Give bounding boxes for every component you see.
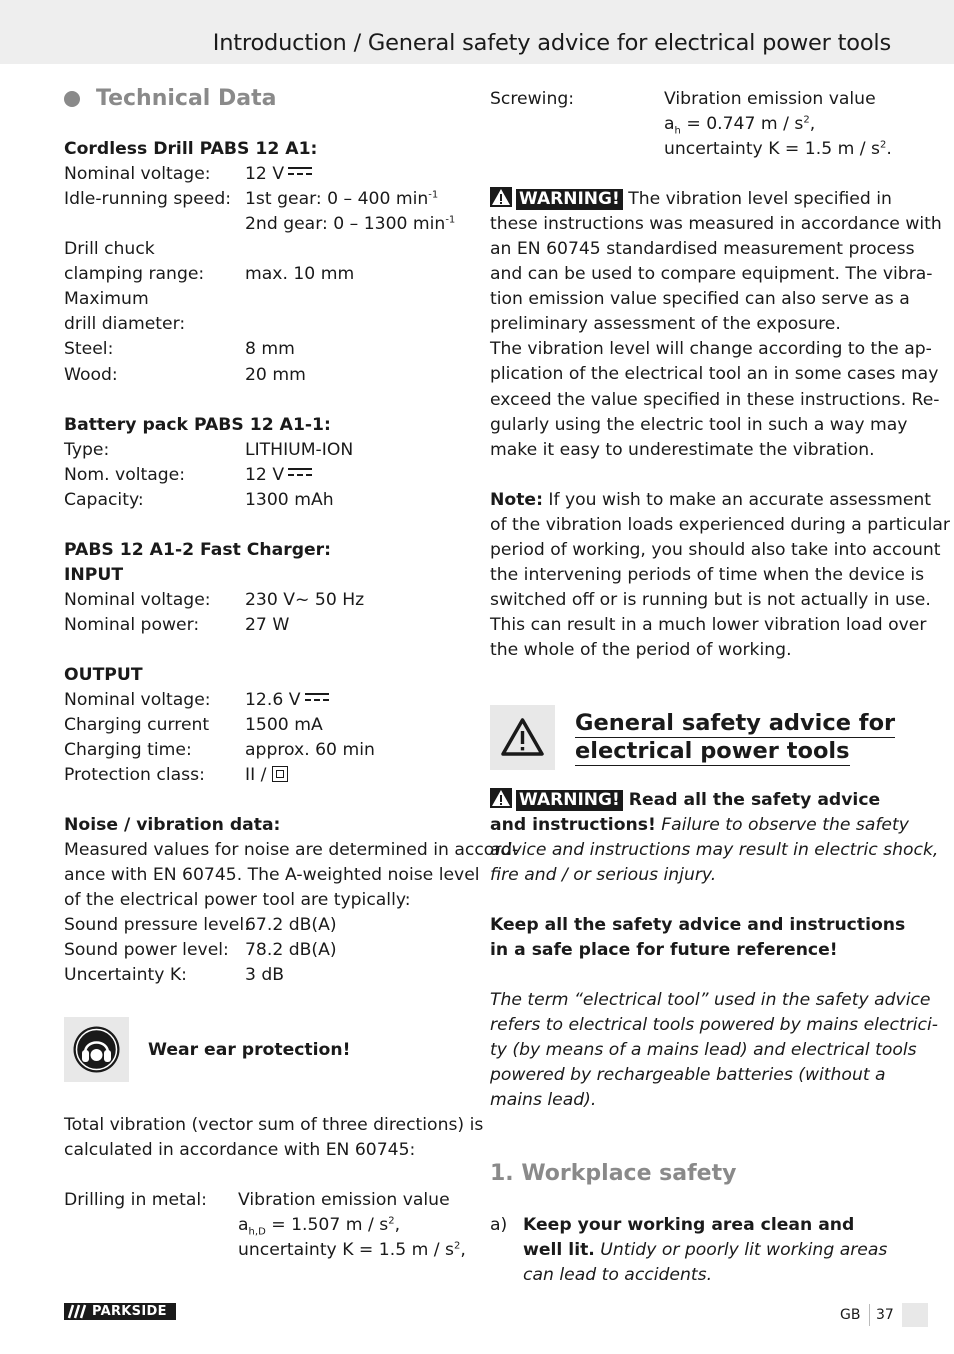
body-text: Total vibration (vector sum of three directions) is: [64, 1115, 484, 1135]
spec-label: Maximum: [64, 289, 149, 309]
footer-tab: [902, 1303, 928, 1327]
section-title-technical-data: Technical Data: [96, 86, 277, 111]
spec-value: 12 V: [245, 463, 312, 488]
spec-value: LITHIUM-ION: [245, 440, 354, 460]
spec-label: Idle-running speed:: [64, 189, 232, 209]
spec-label: Nominal voltage:: [64, 690, 211, 710]
spec-value: Vibration emission value: [664, 89, 876, 109]
spec-label: drill diameter:: [64, 314, 186, 334]
dc-symbol-icon: [305, 693, 329, 701]
spec-value: 2nd gear: 0 – 1300 $\min^{-1}$: [245, 214, 456, 234]
warning-text: fire and / or serious injury.: [490, 865, 717, 885]
charger-heading: PABS 12 A1-2 Fast Charger:: [64, 540, 332, 560]
dc-symbol-icon: [288, 167, 312, 175]
section-bullet-icon: [64, 91, 80, 107]
body-text: and can be used to compare equipment. The vibra-: [490, 264, 933, 284]
body-text: switched off or is running but is not actually in use.: [490, 590, 931, 610]
spec-value: 67.2 dB(A): [245, 915, 337, 935]
warning-text: and instructions! Failure to observe the safety: [490, 815, 909, 835]
term-text: powered by rechargeable batteries (without a: [490, 1065, 886, 1085]
spec-value: 27 W: [245, 615, 290, 635]
body-text: of the electrical power tool are typically:: [64, 890, 411, 910]
spec-label: Drilling in metal:: [64, 1190, 207, 1210]
list-letter: a): [490, 1215, 508, 1235]
body-text: The vibration level will change according to the ap-: [490, 339, 932, 359]
output-heading: OUTPUT: [64, 665, 143, 685]
body-text: ance with EN 60745. The A-weighted noise level: [64, 865, 480, 885]
noise-heading: Noise / vibration data:: [64, 815, 281, 835]
page-number: 37: [876, 1307, 894, 1323]
spec-label: Wood:: [64, 365, 118, 385]
logo-text: PARKSIDE: [92, 1304, 167, 1319]
spec-value: approx. 60 min: [245, 740, 375, 760]
warning-triangle-icon: [490, 788, 512, 808]
body-text: an EN 60745 standardised measurement process: [490, 239, 915, 259]
spec-value: 1500 mA: [245, 715, 323, 735]
body-text: gularly using the electric tool in such a way may: [490, 415, 908, 435]
spec-value: 1300 mAh: [245, 490, 334, 510]
body-text: these instructions was measured in accordance with: [490, 214, 942, 234]
warning-badge: WARNING!: [516, 790, 623, 811]
spec-label: clamping range:: [64, 264, 205, 284]
dc-symbol-icon: [288, 468, 312, 476]
spec-value: 12.6 V: [245, 688, 329, 713]
warning-line: WARNING! Read all the safety advice: [490, 788, 880, 813]
spec-value: 3 dB: [245, 965, 285, 985]
spec-label: Protection class:: [64, 765, 205, 785]
drill-heading: Cordless Drill PABS 12 A1:: [64, 139, 318, 159]
body-text: of the vibration loads experienced during a particular: [490, 515, 950, 535]
spec-value: 1st gear: 0 – 400 $\min^{-1}$: [245, 189, 439, 209]
protection-class-icon: [272, 766, 288, 782]
spec-label: Sound pressure level:: [64, 915, 250, 935]
list-item-text: Keep your working area clean and: [523, 1215, 855, 1235]
spec-value: uncertainty K = 1.5 m / $s^2$,: [238, 1240, 466, 1260]
list-item-text: can lead to accidents.: [523, 1265, 713, 1285]
body-text: the whole of the period of working.: [490, 640, 792, 660]
body-text: calculated in accordance with EN 60745:: [64, 1140, 416, 1160]
body-text: the intervening periods of time when the device is: [490, 565, 925, 585]
input-heading: INPUT: [64, 565, 124, 585]
footer-divider: [869, 1304, 870, 1326]
body-text: exceed the value specified in these instructions. Re-: [490, 390, 940, 410]
spec-label: Type:: [64, 440, 110, 460]
note-line: Note: If you wish to make an accurate assessment: [490, 490, 932, 510]
keep-advice-text: in a safe place for future reference!: [490, 940, 838, 960]
general-safety-heading-line: electrical power tools: [575, 738, 850, 764]
page-header: [0, 0, 954, 64]
spec-value: max. 10 mm: [245, 264, 355, 284]
general-safety-heading-line: General safety advice for: [575, 710, 896, 736]
spec-label: Steel:: [64, 339, 114, 359]
warning-line: WARNING! The vibration level specified in: [490, 187, 892, 212]
footer-language: GB: [840, 1307, 861, 1323]
ear-protection-box: [64, 1017, 129, 1082]
ear-protection-icon: [64, 1017, 129, 1082]
ear-protection-text: Wear ear protection!: [148, 1040, 351, 1060]
general-safety-heading: [575, 710, 895, 766]
parkside-logo: [64, 1303, 176, 1320]
body-text: Measured values for noise are determined in accord-: [64, 840, 519, 860]
list-item-text: well lit. Untidy or poorly lit working areas: [523, 1240, 888, 1260]
battery-heading: Battery pack PABS 12 A1-1:: [64, 415, 331, 435]
spec-value: Vibration emission value: [238, 1190, 450, 1210]
body-text: preliminary assessment of the exposure.: [490, 314, 841, 334]
spec-label: Drill chuck: [64, 239, 155, 259]
warning-triangle-icon: [490, 705, 555, 770]
spec-label: Sound power level:: [64, 940, 229, 960]
spec-label: Charging time:: [64, 740, 192, 760]
spec-label: Nom. voltage:: [64, 465, 186, 485]
spec-value: 78.2 dB(A): [245, 940, 337, 960]
spec-value: $a_h = 0.747$ m / $s^2$,: [664, 114, 816, 137]
warning-text: advice and instructions may result in electric shock,: [490, 840, 939, 860]
warning-badge: WARNING!: [516, 189, 623, 210]
spec-value: 20 mm: [245, 365, 306, 385]
body-text: plication of the electrical tool an in some cases may: [490, 364, 939, 384]
spec-value: uncertainty K = 1.5 m / $s^2$.: [664, 139, 892, 159]
term-text: The term “electrical tool” used in the safety advice: [490, 990, 931, 1010]
logo-stripes-icon: [66, 1303, 90, 1320]
workplace-safety-heading: 1. Workplace safety: [490, 1161, 737, 1186]
warning-triangle-icon: [490, 187, 512, 207]
spec-label: Nominal voltage:: [64, 590, 211, 610]
spec-value: 230 V~ 50 Hz: [245, 590, 365, 610]
spec-label: Charging current: [64, 715, 210, 735]
body-text: make it easy to underestimate the vibration.: [490, 440, 875, 460]
spec-value: 8 mm: [245, 339, 295, 359]
body-text: This can result in a much lower vibration load over: [490, 615, 927, 635]
body-text: period of working, you should also take into account: [490, 540, 941, 560]
page-title: Introduction / General safety advice for electrical power tools: [212, 30, 891, 56]
spec-value: 12 V: [245, 162, 312, 187]
spec-label: Nominal voltage:: [64, 164, 211, 184]
spec-label: Capacity:: [64, 490, 144, 510]
keep-advice-text: Keep all the safety advice and instructions: [490, 915, 906, 935]
spec-label: Nominal power:: [64, 615, 200, 635]
spec-label: Screwing:: [490, 89, 575, 109]
spec-value: $a_{h,D} = 1.507$ m / $s^2$,: [238, 1215, 401, 1238]
safety-warning-box: [490, 705, 555, 770]
spec-label: Uncertainty K:: [64, 965, 187, 985]
body-text: tion emission value specified can also serve as a: [490, 289, 910, 309]
spec-value: II /: [245, 763, 288, 788]
term-text: refers to electrical tools powered by mains electrici-: [490, 1015, 938, 1035]
term-text: ty (by means of a mains lead) and electrical tools: [490, 1040, 917, 1060]
term-text: mains lead).: [490, 1090, 597, 1110]
